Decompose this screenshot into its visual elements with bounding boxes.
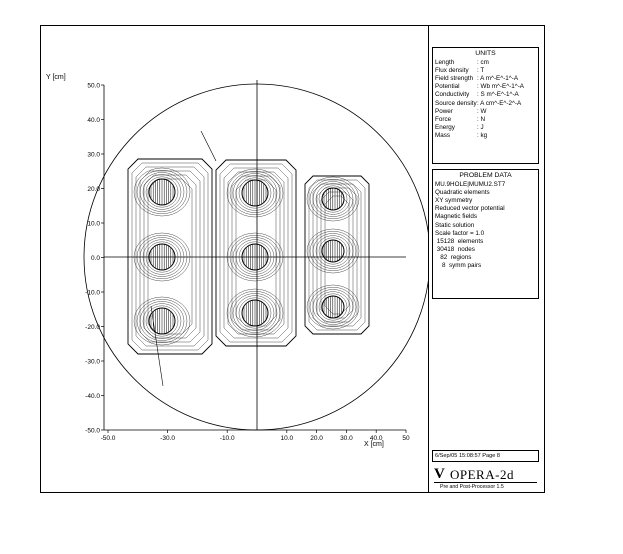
units-row: [435, 124, 536, 132]
conductor-hole: [227, 169, 283, 217]
units-row-label: Source density: [435, 99, 477, 107]
problem-data-panel: [432, 169, 539, 299]
y-tick-label: -50.0: [85, 427, 100, 435]
conductor-hole: [227, 289, 283, 337]
y-tick-label: -30.0: [85, 358, 100, 366]
units-row: [435, 75, 536, 83]
y-tick-label: 10.0: [87, 220, 100, 228]
x-tick-label: 30.0: [340, 435, 353, 442]
conductor-hole: [307, 177, 359, 221]
y-tick-label: 0.0: [90, 255, 100, 262]
conductor-hole: [307, 285, 359, 329]
units-row-value: : W: [477, 107, 487, 115]
y-tick-label: -40.0: [85, 393, 100, 400]
plot-axes: [85, 80, 410, 442]
y-tick-label: -20.0: [85, 324, 100, 331]
plot-window: [40, 25, 545, 493]
units-row: [435, 116, 536, 124]
problem-data-line: 8 symm pairs: [435, 262, 482, 270]
info-sidebar: [428, 26, 544, 492]
units-row-value: : cm: [477, 59, 489, 67]
conductor-hole: [134, 297, 190, 345]
units-title: UNITS: [475, 50, 496, 57]
problem-data-line: Static solution: [435, 221, 475, 229]
lead-line: [201, 131, 216, 161]
x-tick-label: -50.0: [100, 435, 116, 442]
field-plot: [41, 26, 428, 492]
iron-block: [128, 159, 212, 354]
x-tick-label: 50: [402, 435, 410, 442]
units-row: [435, 100, 536, 108]
units-row-value: : T: [477, 67, 485, 75]
x-tick-label: -30.0: [160, 435, 176, 442]
units-row-label: Length: [435, 59, 455, 67]
logo-subtitle: Pre and Post-Processor 1.5: [440, 484, 504, 490]
units-row-label: Flux density: [435, 67, 469, 75]
y-tick-label: 40.0: [87, 117, 100, 124]
problem-data-title: PROBLEM DATA: [459, 172, 512, 179]
units-row-label: Energy: [435, 123, 455, 131]
opera-logo: [432, 466, 539, 490]
units-row-value: : A cm^-E^-2^-A: [477, 99, 522, 107]
problem-data-list: [435, 181, 536, 270]
vf-logo-mark: V: [434, 466, 445, 482]
units-row: [435, 83, 536, 91]
units-panel: [432, 47, 539, 164]
problem-data-line: MU.9HOLE|MUMU2.ST7: [435, 181, 506, 189]
units-row-label: Potential: [435, 83, 460, 91]
date-page-stamp: 6/Sep/05 15:08:57 Page 8: [432, 450, 539, 462]
problem-data-line: Quadratic elements: [435, 189, 490, 197]
y-tick-label: 30.0: [87, 151, 100, 159]
problem-data-line: 82 regions: [435, 253, 472, 261]
logo-text: OPERA-2d: [450, 467, 514, 482]
problem-data-line: 15128 elements: [435, 237, 484, 245]
logo-underline: [434, 482, 537, 483]
problem-data-line: Scale factor = 1.0: [435, 229, 485, 237]
units-row: [435, 132, 536, 140]
units-row: [435, 91, 536, 99]
x-tick-label: 40.0: [369, 435, 383, 442]
units-row-label: Power: [435, 107, 453, 115]
units-row-label: Force: [435, 115, 452, 123]
y-axis-label: Y [cm]: [46, 74, 66, 81]
x-axis-label: X [cm]: [364, 441, 384, 448]
units-row-value: : N: [477, 115, 486, 123]
units-row-value: : S m^-E^-1^-A: [477, 91, 519, 99]
y-tick-label: 50.0: [87, 82, 100, 90]
units-list: [435, 59, 536, 140]
problem-data-line: XY symmetry: [435, 197, 473, 205]
x-tick-label: 20.0: [310, 435, 323, 442]
iron-block: [216, 160, 296, 346]
problem-data-line: 30418 nodes: [435, 245, 475, 253]
y-tick-label: -10.0: [85, 289, 100, 297]
x-tick-label: -10.0: [219, 435, 235, 442]
iron-block: [305, 176, 369, 334]
units-row-value: : kg: [477, 131, 488, 139]
units-row-value: : Wb m^-E^-1^-A: [477, 83, 524, 91]
y-tick-label: 20.0: [87, 186, 100, 193]
units-row-label: Conductivity: [435, 91, 470, 99]
conductor-hole: [307, 229, 359, 273]
units-row: [435, 67, 536, 75]
units-row-label: Mass: [435, 131, 451, 139]
units-row: [435, 108, 536, 116]
problem-data-line: Reduced vector potential: [435, 205, 505, 213]
units-row-value: : A m^-E^-1^-A: [477, 75, 519, 83]
conductor-hole: [134, 168, 190, 216]
problem-data-line: Magnetic fields: [435, 213, 477, 221]
units-row: [435, 59, 536, 67]
units-row-value: : J: [477, 123, 484, 131]
units-row-label: Field strength: [435, 75, 474, 83]
x-tick-label: 10.0: [280, 435, 294, 442]
